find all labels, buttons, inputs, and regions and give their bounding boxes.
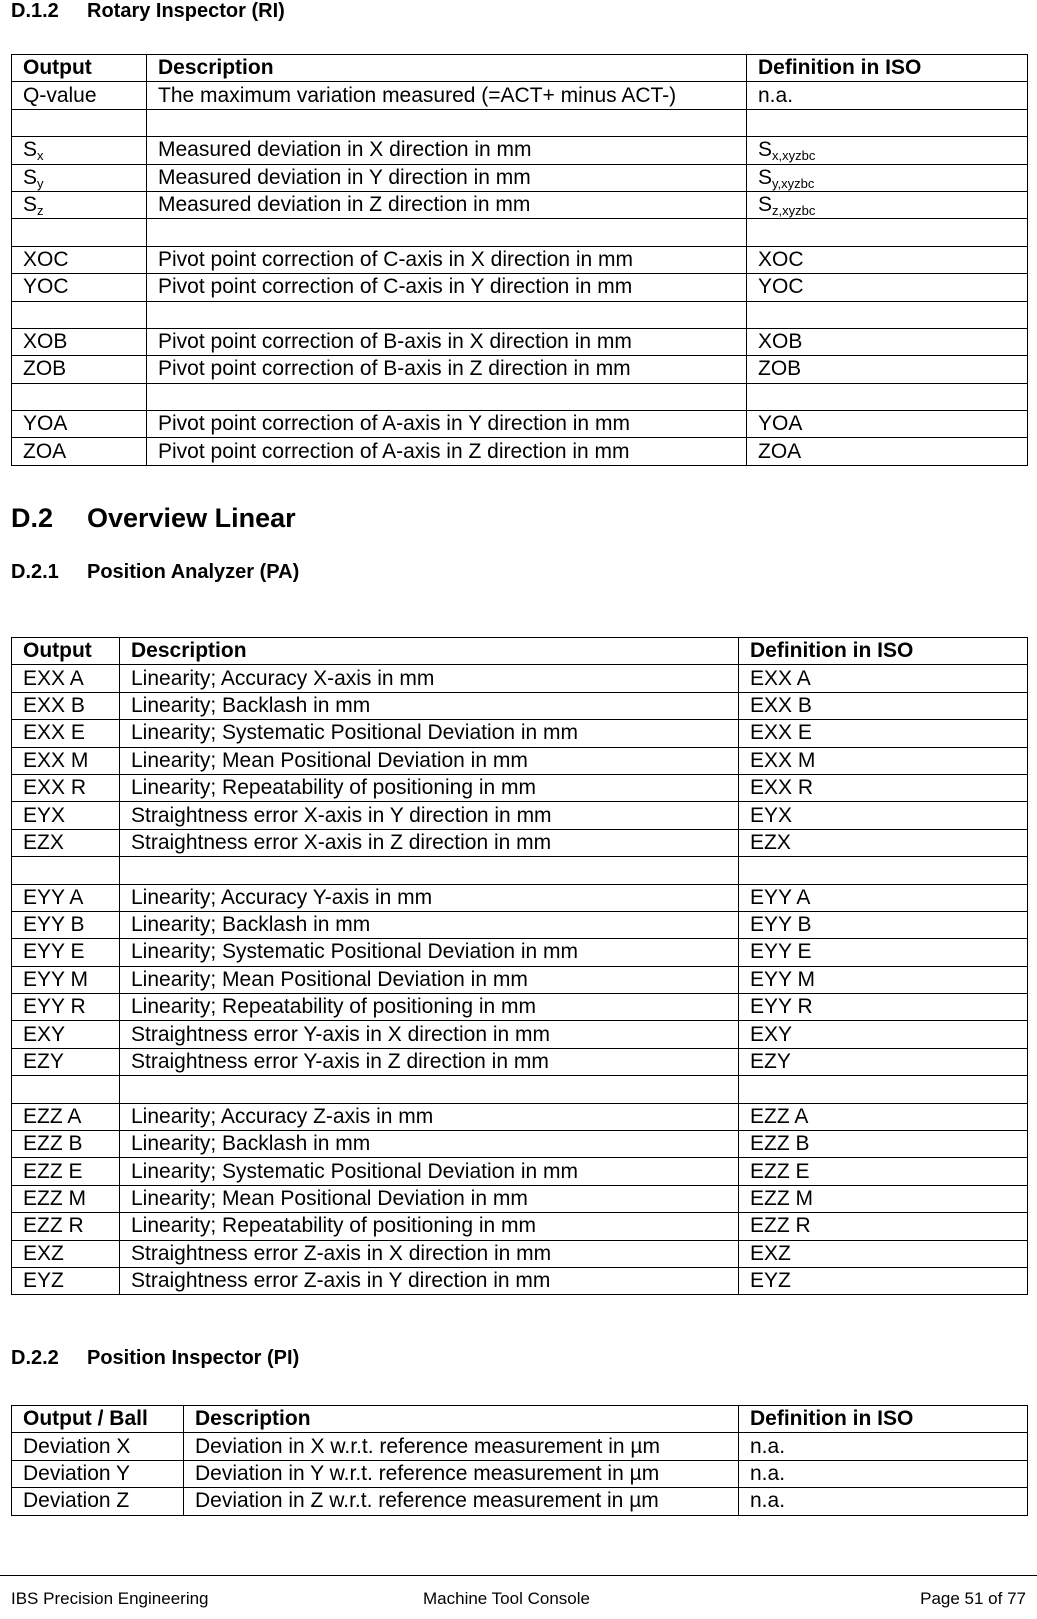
table-cell: EXX B: [12, 692, 120, 719]
table-cell: Measured deviation in X direction in mm: [147, 137, 747, 164]
table-cell: [120, 857, 739, 884]
table-cell: EXX A: [12, 665, 120, 692]
table-cell: $S_{y,xyzbc}$: [747, 164, 1028, 191]
table-cell: Pivot point correction of C-axis in X direction in mm: [147, 246, 747, 273]
table-cell: EYY E: [739, 939, 1028, 966]
table-cell: EXX M: [12, 747, 120, 774]
table-cell: [12, 1076, 120, 1103]
table-cell: EZZ B: [12, 1131, 120, 1158]
table-cell: EXX M: [739, 747, 1028, 774]
table-row: [12, 1131, 1028, 1158]
section-number: D.2: [11, 503, 54, 533]
subscript: y,xyzbc: [772, 175, 815, 191]
table-cell: Pivot point correction of A-axis in Y direction in mm: [147, 411, 747, 438]
table-cell: YOA: [747, 411, 1028, 438]
table-cell: EZX: [739, 829, 1028, 856]
table-cell: EYX: [12, 802, 120, 829]
table-cell: [12, 301, 147, 328]
footer-divider: [0, 1575, 1037, 1576]
table-cell: [739, 857, 1028, 884]
table-cell: Linearity; Systematic Positional Deviation in mm: [120, 1158, 739, 1185]
table-cell: EXZ: [12, 1240, 120, 1267]
table-row: [12, 1103, 1028, 1130]
table-row: [12, 939, 1028, 966]
table-cell: EXX R: [12, 774, 120, 801]
table-cell: n.a.: [739, 1460, 1028, 1487]
table-cell: n.a.: [739, 1433, 1028, 1460]
section-title: Position Inspector (PI): [87, 1347, 300, 1369]
table-cell: EZX: [12, 829, 120, 856]
table-cell: EYY R: [739, 994, 1028, 1021]
table-row: [12, 802, 1028, 829]
table-row: [12, 191, 1028, 218]
table-cell: EZZ M: [12, 1185, 120, 1212]
table-cell: EYZ: [12, 1267, 120, 1294]
table-cell: Q-value: [12, 82, 147, 109]
table-cell: YOA: [12, 411, 147, 438]
column-header: Description: [184, 1406, 739, 1433]
table-cell: ZOB: [747, 356, 1028, 383]
table-cell: ZOB: [12, 356, 147, 383]
table-row: [12, 1460, 1028, 1487]
table-cell: Deviation Y: [12, 1460, 184, 1487]
table-cell: Linearity; Backlash in mm: [120, 911, 739, 938]
table-cell: Straightness error Z-axis in X direction in mm: [120, 1240, 739, 1267]
column-header: Definition in ISO: [739, 1406, 1028, 1433]
subscript: x: [37, 148, 44, 164]
table-cell: Deviation Z: [12, 1488, 184, 1515]
section-heading-position-inspector: [11, 1347, 299, 1370]
table-cell: EYX: [739, 802, 1028, 829]
table-row: [12, 1267, 1028, 1294]
table-row: [12, 747, 1028, 774]
table-row: [12, 1213, 1028, 1240]
table-cell: YOC: [12, 274, 147, 301]
table-cell: Deviation in X w.r.t. reference measurement in µm: [184, 1433, 739, 1460]
table-row: [12, 137, 1028, 164]
table-cell: EXZ: [739, 1240, 1028, 1267]
table-cell: [120, 1076, 739, 1103]
table-row: [12, 1433, 1028, 1460]
table-row: [12, 994, 1028, 1021]
subscript: x,xyzbc: [772, 148, 816, 164]
table-row: [12, 774, 1028, 801]
table-row: [12, 884, 1028, 911]
table-row: [12, 274, 1028, 301]
table-cell: XOB: [747, 328, 1028, 355]
subscript: z: [37, 203, 44, 219]
table-cell: [147, 383, 747, 410]
section-title: Rotary Inspector (RI): [87, 0, 285, 22]
table-cell: Linearity; Systematic Positional Deviation in mm: [120, 939, 739, 966]
table-cell: [12, 109, 147, 136]
table-cell: [12, 857, 120, 884]
table-cell: Measured deviation in Z direction in mm: [147, 191, 747, 218]
table-cell: EYY A: [12, 884, 120, 911]
table-header-row: [12, 1406, 1028, 1433]
table-cell: [747, 109, 1028, 136]
table-cell: Linearity; Repeatability of positioning in mm: [120, 774, 739, 801]
section-heading-rotary-inspector: [11, 0, 285, 23]
table-cell: EXX A: [739, 665, 1028, 692]
section-heading-overview-linear: [11, 503, 296, 534]
table-cell: EZY: [12, 1048, 120, 1075]
table-row: [12, 1076, 1028, 1103]
table-cell: EZZ A: [739, 1103, 1028, 1130]
table-row: [12, 356, 1028, 383]
table-cell: EXY: [12, 1021, 120, 1048]
table-cell: $S_{z,xyzbc}$: [747, 191, 1028, 218]
table-cell: [147, 109, 747, 136]
table-row: [12, 966, 1028, 993]
table-cell: Pivot point correction of B-axis in X direction in mm: [147, 328, 747, 355]
table-cell: Straightness error Y-axis in X direction in mm: [120, 1021, 739, 1048]
section-number: D.2.2: [11, 1347, 59, 1369]
column-header: Output: [12, 55, 147, 82]
table-row: [12, 411, 1028, 438]
footer-company: IBS Precision Engineering: [11, 1589, 209, 1608]
rotary-inspector-table: [11, 54, 1028, 466]
table-cell: Measured deviation in Y direction in mm: [147, 164, 747, 191]
table-cell: $S_z$: [12, 191, 147, 218]
table-cell: $S_y$: [12, 164, 147, 191]
table-cell: EYY R: [12, 994, 120, 1021]
footer-page-number: Page 51 of 77: [920, 1589, 1026, 1608]
table-cell: Pivot point correction of A-axis in Z direction in mm: [147, 438, 747, 465]
table-cell: Straightness error X-axis in Y direction in mm: [120, 802, 739, 829]
table-row: [12, 383, 1028, 410]
table-cell: EZZ M: [739, 1185, 1028, 1212]
table-row: [12, 246, 1028, 273]
table-row: [12, 301, 1028, 328]
table-cell: EXX E: [739, 720, 1028, 747]
table-header-row: [12, 55, 1028, 82]
section-title: Position Analyzer (PA): [87, 561, 300, 583]
column-header: Description: [147, 55, 747, 82]
table-cell: Linearity; Mean Positional Deviation in mm: [120, 966, 739, 993]
table-row: [12, 1048, 1028, 1075]
table-cell: Linearity; Accuracy X-axis in mm: [120, 665, 739, 692]
table-cell: EYZ: [739, 1267, 1028, 1294]
table-cell: Linearity; Accuracy Y-axis in mm: [120, 884, 739, 911]
table-cell: [747, 219, 1028, 246]
table-cell: [12, 219, 147, 246]
table-cell: Linearity; Repeatability of positioning in mm: [120, 994, 739, 1021]
table-cell: XOB: [12, 328, 147, 355]
table-cell: EZZ E: [739, 1158, 1028, 1185]
table-cell: EYY M: [12, 966, 120, 993]
position-inspector-table: [11, 1405, 1028, 1516]
table-cell: Linearity; Backlash in mm: [120, 1131, 739, 1158]
table-cell: The maximum variation measured (=ACT+ minus ACT-): [147, 82, 747, 109]
table-cell: EZZ R: [739, 1213, 1028, 1240]
subscript: z,xyzbc: [772, 203, 816, 219]
table-cell: Pivot point correction of B-axis in Z direction in mm: [147, 356, 747, 383]
table-row: [12, 692, 1028, 719]
table-cell: XOC: [747, 246, 1028, 273]
column-header: Output: [12, 638, 120, 665]
table-cell: EZZ E: [12, 1158, 120, 1185]
table-cell: Linearity; Mean Positional Deviation in mm: [120, 1185, 739, 1212]
column-header: Description: [120, 638, 739, 665]
table-row: [12, 164, 1028, 191]
table-cell: EXX E: [12, 720, 120, 747]
section-title: Overview Linear: [87, 503, 296, 533]
table-row: [12, 857, 1028, 884]
table-cell: Linearity; Repeatability of positioning in mm: [120, 1213, 739, 1240]
table-cell: [747, 301, 1028, 328]
table-row: [12, 829, 1028, 856]
table-cell: EYY E: [12, 939, 120, 966]
table-cell: EXX R: [739, 774, 1028, 801]
table-row: [12, 1185, 1028, 1212]
table-row: [12, 1240, 1028, 1267]
table-cell: Straightness error Z-axis in Y direction in mm: [120, 1267, 739, 1294]
table-cell: $S_{x,xyzbc}$: [747, 137, 1028, 164]
table-cell: EYY A: [739, 884, 1028, 911]
section-number: D.1.2: [11, 0, 59, 22]
footer-document-title: Machine Tool Console: [423, 1589, 590, 1608]
section-heading-position-analyzer: [11, 561, 299, 584]
table-cell: ZOA: [12, 438, 147, 465]
table-cell: [147, 219, 747, 246]
column-header: Definition in ISO: [739, 638, 1028, 665]
table-cell: Straightness error X-axis in Z direction in mm: [120, 829, 739, 856]
table-row: [12, 720, 1028, 747]
table-cell: [147, 301, 747, 328]
table-row: [12, 1021, 1028, 1048]
table-cell: EZZ B: [739, 1131, 1028, 1158]
table-cell: EZZ A: [12, 1103, 120, 1130]
table-row: [12, 665, 1028, 692]
column-header: Definition in ISO: [747, 55, 1028, 82]
table-cell: Deviation in Z w.r.t. reference measurement in µm: [184, 1488, 739, 1515]
section-number: D.2.1: [11, 561, 59, 583]
table-cell: EXX B: [739, 692, 1028, 719]
table-row: [12, 1158, 1028, 1185]
table-row: [12, 328, 1028, 355]
table-row: [12, 219, 1028, 246]
table-header-row: [12, 638, 1028, 665]
table-row: [12, 1488, 1028, 1515]
table-cell: EZY: [739, 1048, 1028, 1075]
table-cell: EYY B: [739, 911, 1028, 938]
table-cell: XOC: [12, 246, 147, 273]
table-row: [12, 911, 1028, 938]
table-row: [12, 438, 1028, 465]
table-cell: [12, 383, 147, 410]
table-cell: $S_x$: [12, 137, 147, 164]
table-cell: Linearity; Accuracy Z-axis in mm: [120, 1103, 739, 1130]
table-cell: [747, 383, 1028, 410]
table-cell: Pivot point correction of C-axis in Y direction in mm: [147, 274, 747, 301]
table-cell: ZOA: [747, 438, 1028, 465]
table-cell: [739, 1076, 1028, 1103]
table-cell: EYY M: [739, 966, 1028, 993]
table-cell: Deviation in Y w.r.t. reference measurement in µm: [184, 1460, 739, 1487]
table-cell: Deviation X: [12, 1433, 184, 1460]
subscript: y: [37, 175, 44, 191]
table-row: [12, 82, 1028, 109]
column-header: Output / Ball: [12, 1406, 184, 1433]
table-cell: Straightness error Y-axis in Z direction in mm: [120, 1048, 739, 1075]
table-cell: n.a.: [747, 82, 1028, 109]
table-cell: YOC: [747, 274, 1028, 301]
table-cell: EYY B: [12, 911, 120, 938]
table-row: [12, 109, 1028, 136]
table-cell: EXY: [739, 1021, 1028, 1048]
table-cell: Linearity; Backlash in mm: [120, 692, 739, 719]
table-cell: n.a.: [739, 1488, 1028, 1515]
table-cell: EZZ R: [12, 1213, 120, 1240]
table-cell: Linearity; Systematic Positional Deviation in mm: [120, 720, 739, 747]
table-cell: Linearity; Mean Positional Deviation in mm: [120, 747, 739, 774]
position-analyzer-table: [11, 637, 1028, 1295]
